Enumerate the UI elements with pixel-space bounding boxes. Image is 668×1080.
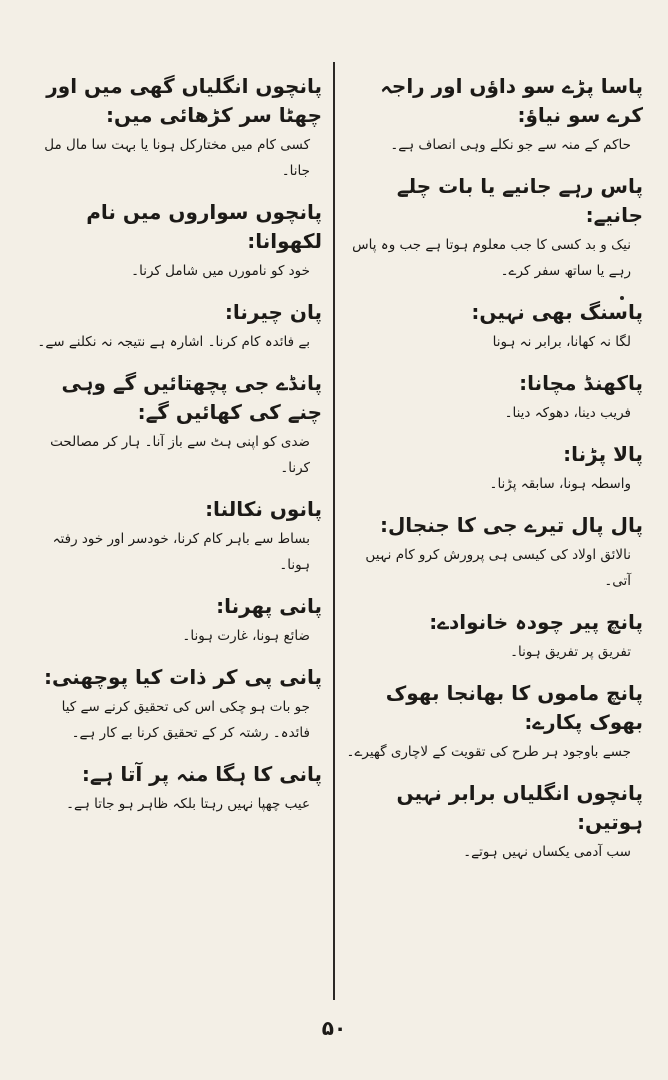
idiom-heading: پانی پی کر ذات کیا پوچھنی: <box>44 665 322 689</box>
idiom-meaning: بے فائدہ کام کرنا۔ اشارہ ہے نتیجہ نہ نکلنے سے۔ <box>37 334 310 350</box>
idiom-entry <box>22 495 322 578</box>
idiom-meaning: ضدی کو اپنی ہٹ سے باز آنا۔ ہار کر مصالحت کرنا۔ <box>50 434 310 476</box>
idiom-heading: پال پال تیرے جی کا جنجال: <box>379 513 643 537</box>
idiom-entry <box>345 172 643 284</box>
idiom-heading: پانی کا ہگا منہ پر آتا ہے: <box>81 762 322 786</box>
idiom-entry <box>345 369 643 426</box>
idiom-heading: پانچ ماموں کا بھانجا بھوک بھوک پکارے: <box>385 681 643 734</box>
idiom-entry <box>22 760 322 817</box>
idiom-entry <box>345 679 643 765</box>
idiom-meaning: کسی کام میں مختارکل ہونا یا بہت سا مال مل جانا۔ <box>44 137 310 179</box>
idiom-heading: پانی پھرنا: <box>216 594 322 618</box>
idiom-entry <box>345 511 643 594</box>
idiom-entry <box>345 779 643 865</box>
idiom-meaning: سب آدمی یکساں نہیں ہوتے۔ <box>463 844 631 860</box>
idiom-meaning: حاکم کے منہ سے جو نکلے وہی انصاف ہے۔ <box>390 137 631 153</box>
idiom-meaning: نالائق اولاد کی کیسی ہی پرورش کرو کام نہیں آتی۔ <box>365 547 631 589</box>
idiom-meaning: خود کو نامورں میں شامل کرنا۔ <box>131 263 310 279</box>
idiom-meaning: جسے باوجود ہر طرح کی تقویت کے لاچاری گھیرے۔ <box>346 744 631 760</box>
idiom-heading: پان چیرنا: <box>224 300 322 324</box>
idiom-entry <box>22 369 322 481</box>
idiom-entry <box>22 72 322 184</box>
idiom-entry <box>345 440 643 497</box>
idiom-entry <box>22 663 322 746</box>
idiom-meaning: تفریق پر تفریق ہونا۔ <box>510 644 631 660</box>
idiom-meaning: بساط سے باہر کام کرنا، خودسر اور خود رفتہ ہونا۔ <box>52 531 310 573</box>
idiom-heading: پانچ پیر چودہ خانوادے: <box>429 610 643 634</box>
idiom-heading: پانچوں انگلیاں برابر نہیں ہوتیں: <box>396 781 643 834</box>
idiom-meaning: جو بات ہو چکی اس کی تحقیق کرنے سے کیا فائدہ۔ رشتہ کر کے تحقیق کرنا بے کار ہے۔ <box>61 699 310 741</box>
idiom-heading: پانڈے جی پچھتائیں گے وہی چنے کی کھائیں گے: <box>61 371 322 424</box>
idiom-heading: پاسا پڑے سو داؤں اور راجہ کرے سو نیاؤ: <box>380 74 643 127</box>
idiom-heading: پالا پڑنا: <box>563 442 643 466</box>
right-column <box>345 72 643 879</box>
idiom-entry <box>345 72 643 158</box>
idiom-entry <box>345 298 643 355</box>
page-number: ۵۰ <box>321 1016 347 1040</box>
idiom-meaning: ضائع ہونا، غارت ہونا۔ <box>182 628 310 644</box>
idiom-meaning: واسطہ ہونا، سابقہ پڑنا۔ <box>489 476 631 492</box>
idiom-entry <box>22 298 322 355</box>
column-divider <box>333 62 335 1000</box>
idiom-meaning: لگا نہ کھانا، برابر نہ ہونا <box>492 334 631 350</box>
idiom-heading: پانچوں سواروں میں نام لکھوانا: <box>86 200 322 253</box>
idiom-meaning: عیب چھپا نہیں رہتا بلکہ ظاہر ہو جاتا ہے۔ <box>66 796 310 812</box>
idiom-entry <box>22 592 322 649</box>
idiom-heading: پانچوں انگلیاں گھی میں اور چھٹا سر کڑھائی میں: <box>46 74 322 127</box>
idiom-heading: پاکھنڈ مچانا: <box>519 371 643 395</box>
idiom-meaning: فریب دینا، دھوکہ دینا۔ <box>504 405 631 421</box>
idiom-heading: پاسنگ بھی نہیں: <box>471 300 643 324</box>
left-column <box>22 72 322 831</box>
idiom-entry <box>22 198 322 284</box>
idiom-entry <box>345 608 643 665</box>
idiom-heading: پانوں نکالنا: <box>205 497 322 521</box>
idiom-meaning: نیک و بد کسی کا جب معلوم ہوتا ہے جب وہ پاس رہے یا ساتھ سفر کرے۔ <box>352 237 631 279</box>
idiom-heading: پاس رہے جانیے یا بات چلے جانیے: <box>396 174 643 227</box>
